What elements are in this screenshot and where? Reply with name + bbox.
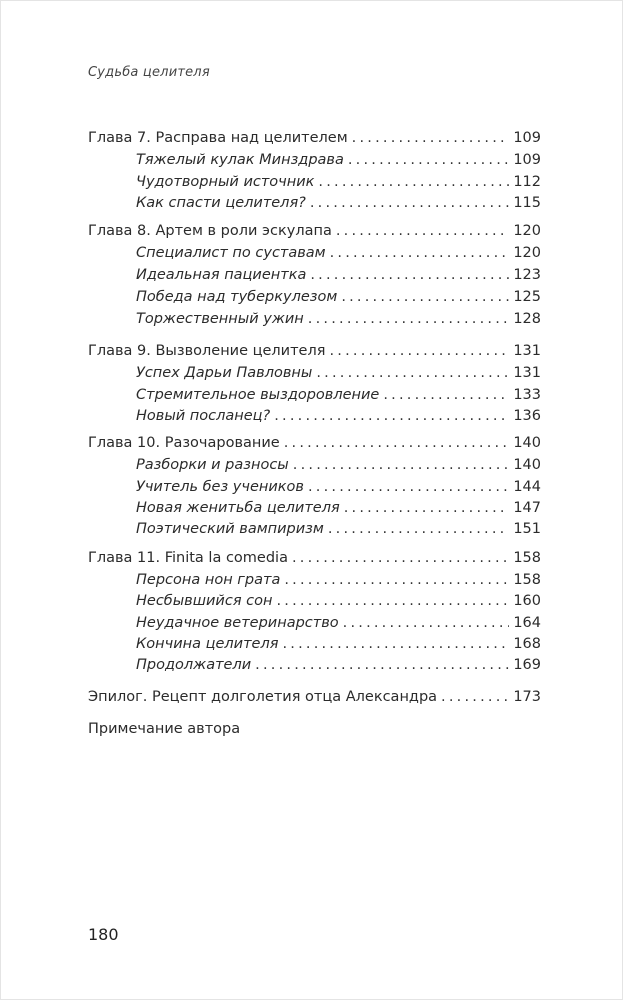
- toc-entry-page: 147: [513, 500, 541, 516]
- toc-section-entry: [136, 194, 541, 212]
- toc-entry-page: 120: [513, 245, 541, 261]
- dot-leader: [344, 499, 510, 517]
- toc-entry-title: Торжественный ужин: [136, 311, 304, 327]
- toc-entry-title: Как спасти целителя?: [136, 195, 306, 211]
- dot-leader: [284, 571, 509, 589]
- toc-section-entry: [136, 520, 541, 538]
- toc-entry-page: 131: [513, 365, 541, 381]
- toc-entry-title: Эпилог. Рецепт долголетия отца Александра: [88, 689, 438, 705]
- toc-entry-title: Персона нон грата: [136, 572, 281, 588]
- toc-entry-page: 120: [513, 223, 541, 239]
- running-header: Судьба целителя: [88, 65, 210, 80]
- toc-entry-page: 164: [513, 615, 541, 631]
- dot-leader: [274, 407, 509, 425]
- toc-section-entry: [136, 386, 541, 404]
- toc-entry-title: Несбывшийся сон: [136, 593, 273, 609]
- dot-leader: [383, 386, 509, 404]
- toc-entry-title: Чудотворный источник: [136, 174, 315, 190]
- dot-leader: [284, 434, 510, 452]
- dot-leader: [352, 129, 510, 147]
- dot-leader: [308, 478, 509, 496]
- toc-entry-page: 140: [513, 457, 541, 473]
- toc-section-entry: [136, 364, 541, 382]
- toc-section-entry: [136, 478, 541, 496]
- toc-chapter-entry: [88, 549, 541, 567]
- toc-entry-page: 133: [513, 387, 541, 403]
- toc-entry-page: 136: [513, 408, 541, 424]
- toc-entry-title: Новая женитьба целителя: [136, 500, 340, 516]
- toc-section-entry: [136, 173, 541, 191]
- toc-section-entry: [136, 266, 541, 284]
- toc-entry-page: 169: [513, 657, 541, 673]
- toc-entry-page: 128: [513, 311, 541, 327]
- dot-leader: [341, 288, 509, 306]
- toc-entry-title: Новый посланец?: [136, 408, 271, 424]
- toc-entry-title: Стремительное выздоровление: [136, 387, 380, 403]
- dot-leader: [330, 244, 510, 262]
- dot-leader: [255, 656, 509, 674]
- toc-section-entry: [136, 244, 541, 262]
- toc-chapter-entry: [88, 688, 541, 706]
- toc-entry-title: Глава 11. Finita la comedia: [88, 550, 288, 566]
- toc-entry-title: Продолжатели: [136, 657, 252, 673]
- toc-entry-title: Глава 8. Артем в роли эскулапа: [88, 223, 332, 239]
- toc-entry-page: 109: [513, 130, 541, 146]
- toc-section-entry: [136, 592, 541, 610]
- dot-leader: [308, 310, 510, 328]
- toc-entry-title: Успех Дарьи Павловны: [136, 365, 313, 381]
- toc-section-entry: [136, 499, 541, 517]
- dot-leader: [316, 364, 509, 382]
- page-number: 180: [88, 925, 119, 944]
- dot-leader: [328, 520, 509, 538]
- toc-entry-page: 173: [513, 689, 541, 705]
- toc-entry-title: Разборки и разносы: [136, 457, 289, 473]
- toc-entry-title: Идеальная пациентка: [136, 267, 307, 283]
- dot-leader: [343, 614, 510, 632]
- toc-entry-page: 115: [513, 195, 541, 211]
- toc-chapter-entry: [88, 222, 541, 240]
- toc-entry-page: 140: [513, 435, 541, 451]
- dot-leader: [329, 342, 509, 360]
- dot-leader: [310, 194, 509, 212]
- toc-entry-page: 123: [513, 267, 541, 283]
- toc-section-entry: [136, 456, 541, 474]
- toc-section-entry: [136, 571, 541, 589]
- toc-chapter-entry: [88, 434, 541, 452]
- toc-chapter-entry: [88, 129, 541, 147]
- dot-leader: [310, 266, 509, 284]
- dot-leader: [441, 688, 509, 706]
- dot-leader: [293, 456, 510, 474]
- toc-entry-page: 112: [513, 174, 541, 190]
- toc-entry-title: Неудачное ветеринарство: [136, 615, 339, 631]
- toc-entry-title: Глава 7. Расправа над целителем: [88, 130, 348, 146]
- toc-chapter-entry: [88, 342, 541, 360]
- toc-section-entry: [136, 288, 541, 306]
- toc-entry-page: 151: [513, 521, 541, 537]
- toc-entry-title: Кончина целителя: [136, 636, 279, 652]
- toc-entry-page: 158: [513, 572, 541, 588]
- toc-entry-title: Глава 9. Вызволение целителя: [88, 343, 326, 359]
- toc-section-entry: [136, 407, 541, 425]
- dot-leader: [276, 592, 509, 610]
- dot-leader: [336, 222, 509, 240]
- toc-entry-title: Тяжелый кулак Минздрава: [136, 152, 344, 168]
- toc-chapter-entry: [88, 720, 541, 738]
- toc-entry-title: Учитель без учеников: [136, 479, 304, 495]
- toc-section-entry: [136, 614, 541, 632]
- toc-entry-title: Глава 10. Разочарование: [88, 435, 280, 451]
- toc-entry-title: Примечание автора: [88, 721, 241, 737]
- dot-leader: [282, 635, 509, 653]
- toc-section-entry: [136, 310, 541, 328]
- dot-leader: [318, 173, 509, 191]
- toc-entry-title: Специалист по суставам: [136, 245, 326, 261]
- toc-section-entry: [136, 635, 541, 653]
- toc-section-entry: [136, 656, 541, 674]
- toc-section-entry: [136, 151, 541, 169]
- toc-entry-page: 168: [513, 636, 541, 652]
- dot-leader: [348, 151, 509, 169]
- toc-entry-title: Победа над туберкулезом: [136, 289, 338, 305]
- toc-entry-title: Поэтический вампиризм: [136, 521, 324, 537]
- toc-entry-page: 109: [513, 152, 541, 168]
- toc-entry-page: 125: [513, 289, 541, 305]
- toc-entry-page: 158: [513, 550, 541, 566]
- toc-entry-page: 144: [513, 479, 541, 495]
- dot-leader: [292, 549, 509, 567]
- toc-entry-page: 160: [513, 593, 541, 609]
- toc-entry-page: 131: [513, 343, 541, 359]
